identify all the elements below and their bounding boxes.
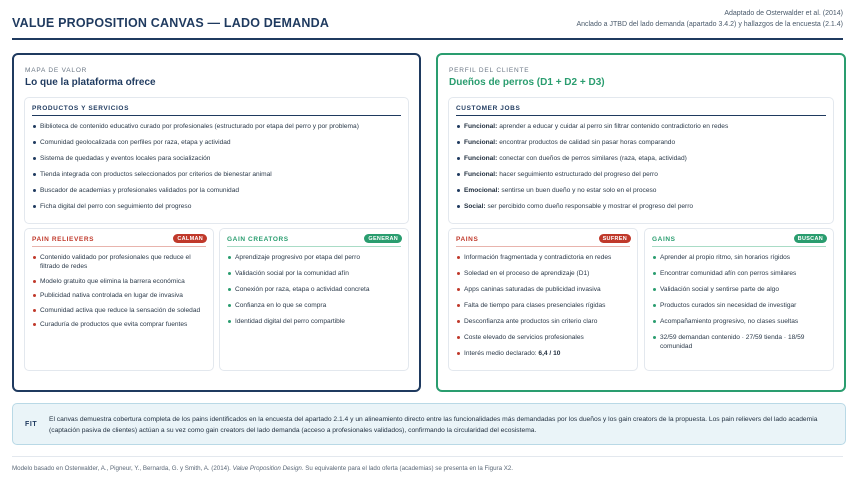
calman-badge: CALMAN [173,234,207,243]
customer-job-item [457,122,827,131]
job-text: hacer seguimiento estructurado del progreso del perro [499,171,658,178]
generan-badge: GENERAN [364,234,402,243]
product-item: Biblioteca de contenido educativo curado por profesionales (estructurado por etapa del perro y por problema) [33,122,402,131]
value-map-panel [12,53,421,392]
gain-creator-item: Confianza en lo que se compra [228,301,402,310]
pains-box [448,228,638,371]
source-line-2: Anclado a JTBD del lado demanda (apartado 3.4.2) y hallazgos de la encuesta (2.1.4) [576,21,843,28]
product-item: Sistema de quedadas y eventos locales para socialización [33,154,402,163]
gains-list [653,253,827,358]
pain-item: Apps caninas saturadas de publicidad invasiva [457,285,631,294]
pain-item: Falta de tiempo para clases presenciales rígidas [457,301,631,310]
gain-item: 32/59 demandan contenido · 27/59 tienda · 18/59 comunidad [653,333,827,351]
customer-job-item [457,170,827,179]
sufren-badge: SUFREN [599,234,631,243]
buscan-badge: BUSCAN [794,234,827,243]
products-divider [32,115,401,116]
fit-banner [12,403,846,445]
gain-creators-heading: GAIN CREATORS [227,236,289,243]
customer-profile-panel [436,53,846,392]
pains-divider [456,246,630,247]
fit-text: El canvas demuestra cobertura completa de los pains identificados en la encuesta del apartado 2.1.4 y un alineamiento directo entre las funcionalidades más demandadas por los dueños y los gain creators de la propuesta. Los pain relievers del lado academia (captación pasiva de clientes) actúan a su vez como gain creators del lado demanda (acceso a profesionales validados), confirmando la circularidad del ecosistema. [49,416,818,434]
pain-item: Coste elevado de servicios profesionales [457,333,631,342]
footer-divider [12,456,843,457]
customer-job-item [457,186,827,195]
gain-creators-box [219,228,409,371]
customer-profile-kicker: PERFIL DEL CLIENTE [449,67,530,74]
footer-text-before: Modelo basado en Osterwalder, A., Pigneur, Y., Bernarda, G. y Smith, A. (2014). [12,465,233,472]
pain-reliever-item: Curaduría de productos que evita comprar fuentes [33,320,207,329]
page-title: VALUE PROPOSITION CANVAS — LADO DEMANDA [12,16,330,30]
customer-job-item [457,154,827,163]
pain-reliever-item: Publicidad nativa controlada en lugar de invasiva [33,291,207,300]
gain-creator-item: Validación social por la comunidad afín [228,269,402,278]
customer-jobs-divider [456,115,826,116]
customer-jobs-list [457,122,827,218]
header [12,6,843,40]
job-text: sentirse un buen dueño y no estar solo en el proceso [501,187,657,194]
job-type-label: Funcional: [464,155,498,162]
footer-book-title: Value Proposition Design [232,465,302,472]
customer-job-item [457,138,827,147]
pain-item: Información fragmentada y contradictoria en redes [457,253,631,262]
footer-text-after: . Su equivalente para el lado oferta (academias) se presenta en la Figura X2. [301,465,514,472]
value-map-title: Lo que la plataforma ofrece [25,77,156,88]
gains-heading: GAINS [652,236,676,243]
interest-label: Interés medio declarado: [464,350,537,357]
gain-item: Acompañamiento progresivo, no clases sueltas [653,317,827,326]
source-note [576,8,843,30]
products-heading: PRODUCTOS Y SERVICIOS [32,105,130,112]
gain-item: Aprender al propio ritmo, sin horarios rígidos [653,253,827,262]
job-type-label: Funcional: [464,123,498,130]
gains-box [644,228,834,371]
pain-relievers-box [24,228,214,371]
pains-heading: PAINS [456,236,479,243]
pains-list [457,253,631,365]
pain-relievers-divider [32,246,206,247]
pain-item: Soledad en el proceso de aprendizaje (D1) [457,269,631,278]
job-text: aprender a educar y cuidar al perro sin filtrar contenido contradictorio en redes [499,123,729,130]
pain-reliever-item: Comunidad activa que reduce la sensación de soledad [33,306,207,315]
interest-item [457,349,631,358]
value-map-kicker: MAPA DE VALOR [25,67,88,74]
products-list [33,122,402,218]
customer-profile-title: Dueños de perros (D1 + D2 + D3) [449,77,605,88]
customer-jobs-heading: CUSTOMER JOBS [456,105,521,112]
gain-creator-item: Conexión por raza, etapa o actividad concreta [228,285,402,294]
pain-item: Desconfianza ante productos sin criterio claro [457,317,631,326]
customer-job-item [457,202,827,211]
gain-item: Encontrar comunidad afín con perros similares [653,269,827,278]
gain-item: Productos curados sin necesidad de investigar [653,301,827,310]
pain-relievers-heading: PAIN RELIEVERS [32,236,95,243]
gain-creator-item: Aprendizaje progresivo por etapa del perro [228,253,402,262]
gains-divider [652,246,826,247]
pain-reliever-item: Modelo gratuito que elimina la barrera económica [33,277,207,286]
job-type-label: Funcional: [464,139,498,146]
gain-creators-divider [227,246,401,247]
gain-creators-list [228,253,402,333]
products-box [24,97,409,224]
gain-item: Validación social y sentirse parte de algo [653,285,827,294]
pain-reliever-item: Contenido validado por profesionales que reduce el filtrado de redes [33,253,207,271]
product-item: Ficha digital del perro con seguimiento del progreso [33,202,402,211]
source-line-1: Adaptado de Osterwalder et al. (2014) [724,10,843,17]
job-text: conectar con dueños de perros similares (raza, etapa, actividad) [499,155,687,162]
footer-citation [12,465,513,472]
pain-relievers-list [33,253,207,335]
job-text: encontrar productos de calidad sin pasar horas comparando [499,139,676,146]
customer-jobs-box [448,97,834,224]
product-item: Tienda integrada con productos seleccionados por criterios de bienestar animal [33,170,402,179]
gain-creator-item: Identidad digital del perro compartible [228,317,402,326]
interest-value: 6,4 / 10 [538,350,561,357]
product-item: Buscador de academias y profesionales validados por la comunidad [33,186,402,195]
job-text: ser percibido como dueño responsable y mostrar el progreso del perro [487,203,694,210]
job-type-label: Funcional: [464,171,498,178]
product-item: Comunidad geolocalizada con perfiles por raza, etapa y actividad [33,138,402,147]
job-type-label: Emocional: [464,187,500,194]
fit-label: FIT [25,421,38,428]
job-type-label: Social: [464,203,486,210]
